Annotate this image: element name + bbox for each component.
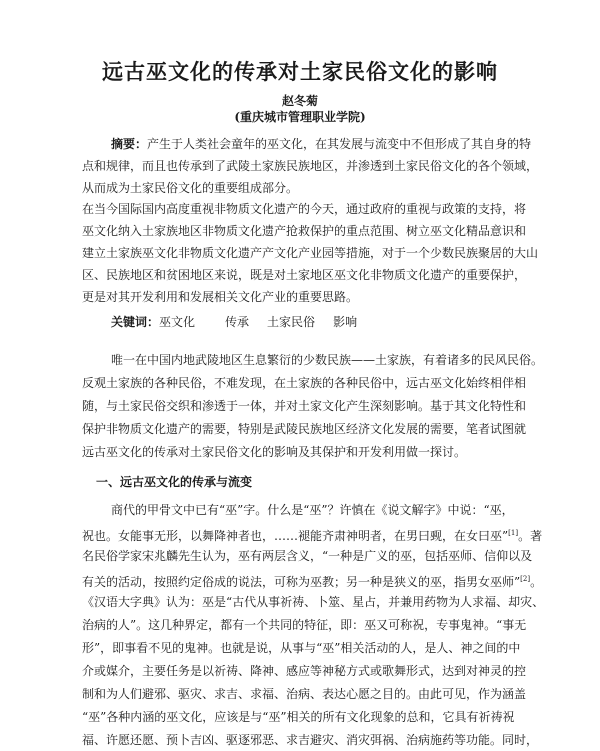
section-line-3: 名民俗学家宋兆麟先生认为，巫有两层含义，“一种是广义的巫，包括巫师、信仰以及 [82,549,533,563]
citation-1: [1] [508,529,519,537]
section-line-1: 商代的甲骨文中已有“巫”字。什么是“巫”？许慎在《说文解字》中说：“巫， [111,503,514,517]
keywords-line [111,314,357,330]
keyword-2: 传承 [225,315,250,329]
abstract-line-8: 更是对其开发利用和发展相关文化产业的重要思路。 [82,290,359,304]
section-line-10: “巫”各种内涵的巫文化，应该是与“巫”相关的所有文化现象的总和，它具有祈祷祝 [82,710,515,724]
abstract-line-2: 点和规律，而且也传承到了武陵土家族民族地区，并渗透到土家民俗文化的各个领域， [82,159,539,173]
abstract-label: 摘要： [111,137,148,151]
section-line-4: 有关的活动，按照约定俗成的说法，可称为巫教；另一种是狭义的巫，指男女巫师”[2]。 [82,575,543,589]
section-line-9: 制和为人们避邪、驱灾、求吉、求福、治病、表达心愿之目的。由此可见，作为涵盖 [82,687,527,701]
intro-line-2: 反观土家族的各种民俗，不难发现，在土家族的各种民俗中，远古巫文化始终相伴相 [82,376,527,390]
section-line-11: 福、许愿还愿、预卜吉凶、驱逐邪恶、求吉避灾、消灾弭祸、治病施药等功能。同时， [82,733,539,747]
citation-2: [2] [520,575,531,583]
abstract-line-7: 区、民族地区和贫困地区来说，既是对土家地区巫文化非物质文化遗产的重要保护， [82,268,527,282]
keyword-4: 影响 [333,315,358,329]
abstract-line-5: 巫文化纳入土家族地区非物质文化遗产抢救保护的重点范围、树立巫文化精品意识和 [82,224,527,238]
keyword-1: 巫文化 [159,315,196,329]
keywords-label: 关键词： [111,315,160,329]
intro-line-4: 保护非物质文化遗产的需要，特别是武陵民族地区经济文化发展的需要，笔者试图就 [82,422,527,436]
section-line-5: 《汉语大字典》认为：巫是“古代从事祈祷、卜筮、星占，并兼用药物为人求福、却灾、 [82,595,545,609]
section-line-8: 介或媒介，主要任务是以祈祷、降神、感应等神秘方式或歌舞形式，达到对神灵的控 [82,664,527,678]
abstract-line-3: 从而成为土家民俗文化的重要组成部分。 [82,181,299,195]
intro-line-5: 远古巫文化的传承对土家民俗文化的影响及其保护和开发利用做一探讨。 [82,445,467,459]
abstract-line-1 [111,136,531,152]
author-name: 赵冬菊 [281,94,318,108]
section-line-2: 祝也。女能事无形，以舞降神者也，……褪能齐肃神明者，在男曰觋，在女曰巫”[1]。著 [82,529,543,543]
abstract-line-4: 在当今国际国内高度重视非物质文化遗产的今天，通过政府的重视与政策的支持，将 [82,202,527,216]
intro-line-3: 随，与土家民俗交织和渗透于一体，并对土家文化产生深刻影响。基于其文化特性和 [82,399,527,413]
intro-line-1: 唯一在中国内地武陵地区生息繁衍的少数民族——土家族，有着诸多的民风民俗。 [111,353,544,367]
author-affiliation: (重庆城市管理职业学院) [234,110,366,124]
abstract-line-6: 建立土家族巫文化非物质文化遗产产文化产业园等措施，对于一个少数民族聚居的大山 [82,246,539,260]
paper-title: 远古巫文化的传承对土家民俗文化的影响 [102,59,498,84]
abstract-text: 产生于人类社会童年的巫文化，在其发展与流变中不但形成了其自身的特 [147,137,532,151]
section-heading: 一、远古巫文化的传承与流变 [96,475,253,489]
section-line-7: 形”，即事看不见的鬼神。也就是说，从事与“巫”相关活动的人，是人、神之间的中 [82,641,521,655]
section-line-6: 治病的人”。这几种界定，都有一个共同的特征，即：巫又可称祝，专事鬼神。“事无 [82,618,527,632]
keyword-3: 土家民俗 [267,315,316,329]
